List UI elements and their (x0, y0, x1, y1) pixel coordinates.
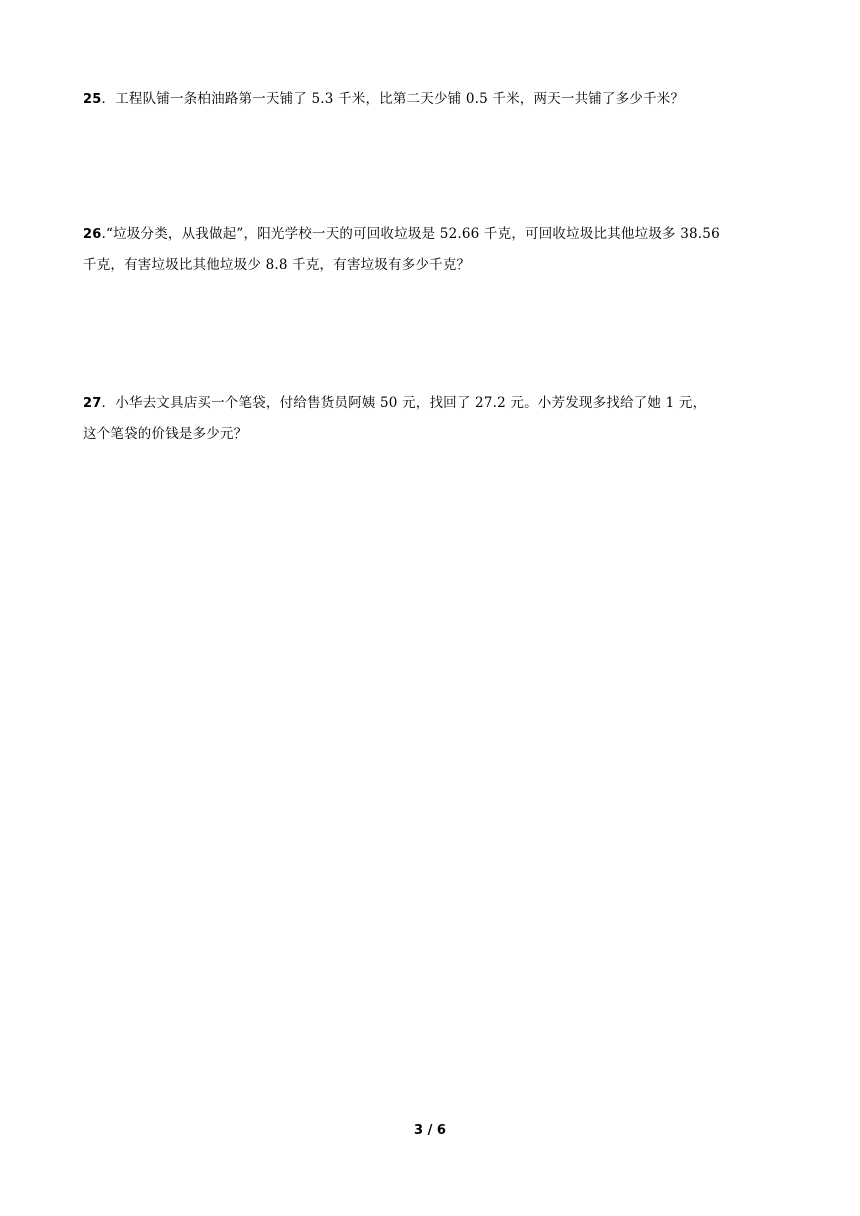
page-indicator: 3 / 6 (414, 1123, 446, 1138)
question-number: 25 (83, 92, 102, 107)
question-27 (83, 388, 783, 450)
question-26-line-1 (83, 219, 783, 250)
question-25 (83, 84, 783, 115)
question-separator: ． (101, 91, 116, 107)
question-text: “垃圾分类，从我做起”，阳光学校一天的可回收垃圾是 52.66 千克，可回收垃圾比其他垃圾多 38.56 (106, 226, 720, 242)
question-text: 小华去文具店买一个笔袋，付给售货员阿姨 50 元，找回了 27.2 元。小芳发现多找给了她 1 元， (115, 395, 707, 411)
question-25-line-1 (83, 84, 783, 115)
question-separator: . (101, 226, 106, 242)
question-separator: ． (101, 395, 116, 411)
question-26-line-2: 千克，有害垃圾比其他垃圾少 8.8 千克，有害垃圾有多少千克？ (83, 257, 471, 273)
question-27-line-1 (83, 388, 783, 419)
question-27-line-2: 这个笔袋的价钱是多少元？ (83, 426, 248, 442)
question-text: 工程队铺一条柏油路第一天铺了 5.3 千米，比第二天少铺 0.5 千米，两天一共铺了多少千米？ (115, 91, 685, 107)
question-number: 26 (83, 227, 102, 242)
question-26 (83, 219, 783, 281)
question-number: 27 (83, 396, 102, 411)
